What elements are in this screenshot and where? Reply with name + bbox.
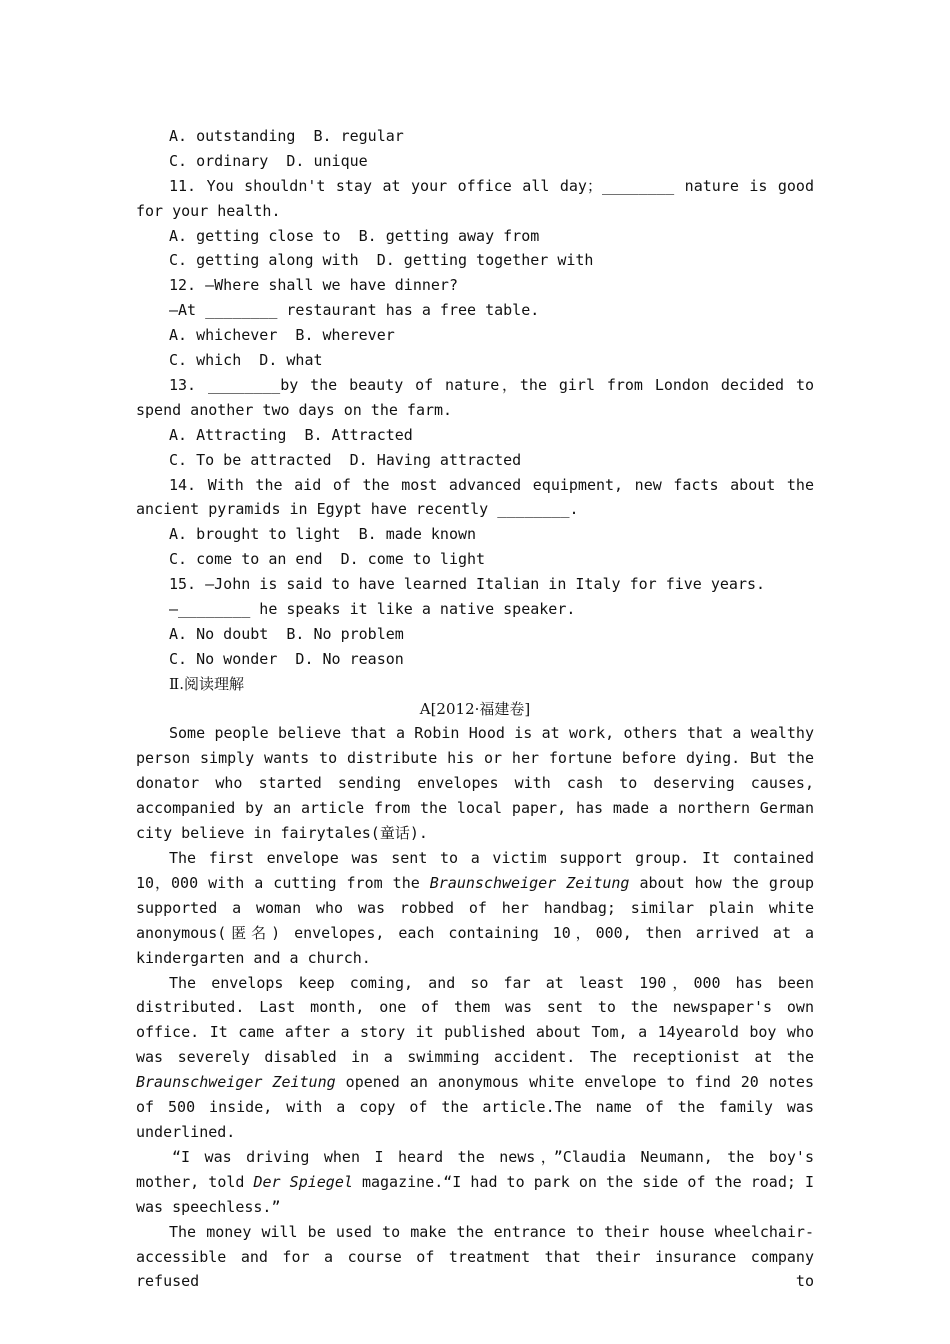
q13-options-ab: A. Attracting B. Attracted [169,425,413,444]
q15-reply: —________ he speaks it like a native speaker. [169,600,576,619]
q15-options-cd: C. No wonder D. No reason [169,649,404,668]
paragraph-text: “I was driving when I heard the news，”Claudia Neumann, the boy's mother, told [136,1147,814,1191]
passage-title: A[2012·福建卷] [419,699,531,718]
q12-reply: —At ________ restaurant has a free table. [169,301,540,320]
paragraph-text: opened an anonymous white envelope to find 20 notes of 500 inside, with a copy of the article.The name of the family was underlined. [136,1073,814,1141]
q11-options-ab: A. getting close to B. getting away from [169,226,540,245]
q11-options-cd: C. getting along with D. getting together with [169,251,594,270]
q10-options-cd: C. ordinary D. unique [169,151,368,170]
section-title: Ⅱ.阅读理解 [169,674,244,693]
passage-paragraph-4 [136,1145,814,1220]
q12-options-cd: C. which D. what [169,351,323,370]
q14-stem: 14. With the aid of the most advanced equipment, new facts about the ancient pyramids in Egypt have recently ________. [136,475,814,519]
passage-paragraph-5: The money will be used to make the entrance to their house wheelchair-accessible and for a course of treatment that their insurance company refused to [136,1222,814,1291]
q14-options-cd: C. come to an end D. come to light [169,550,486,569]
q14-options-ab: A. brought to light B. made known [169,525,477,544]
paragraph-text: The envelops keep coming, and so far at least 190，000 has been distributed. Last month, one of them was sent to the newspaper's own office. It came after a story it published about Tom, a 14yearold boy who was severely disabled in a swimming accident. The receptionist at the [136,973,814,1067]
paragraph-text: The first envelope was sent to a victim support group. It contained 10，000 with a cutting from the [136,849,814,892]
q13-stem: 13. ________by the beauty of nature，the girl from London decided to spend another two days on the farm. [136,375,814,419]
newspaper-name: Braunschweiger Zeitung [136,1073,336,1092]
q10-options-ab: A. outstanding B. regular [169,127,404,145]
paragraph-text: magazine.“I had to park on the side of the road; I was speechless.” [136,1172,814,1216]
document-page [136,124,814,1294]
q15-stem: 15. —John is said to have learned Italian in Italy for five years. [169,575,766,594]
newspaper-name: Braunschweiger Zeitung [429,873,630,892]
q12-stem: 12. —Where shall we have dinner? [169,276,458,295]
passage-paragraph-3 [136,971,814,1145]
q13-options-cd: C. To be attracted D. Having attracted [169,450,522,469]
passage-paragraph-1: Some people believe that a Robin Hood is at work, others that a wealthy person simply wants to distribute his or her fortune before dying. But the donator who started sending envelopes with cash to deserving causes, accompanied by an article from the local paper, has made a northern German city believe in fairytales(童话). [136,724,814,843]
paragraph-text: about how the group supported a woman who was robbed of her handbag; similar plain white anonymous(匿名) envelopes, each containing 10，000, then arrived at a kindergarten and a church. [136,873,814,967]
magazine-name: Der Spiegel [253,1172,353,1191]
q12-options-ab: A. whichever B. wherever [169,326,395,345]
q11-stem: 11. You shouldn't stay at your office all day；________ nature is good for your health. [136,176,814,220]
passage-paragraph-2 [136,846,814,971]
q15-options-ab: A. No doubt B. No problem [169,624,404,643]
